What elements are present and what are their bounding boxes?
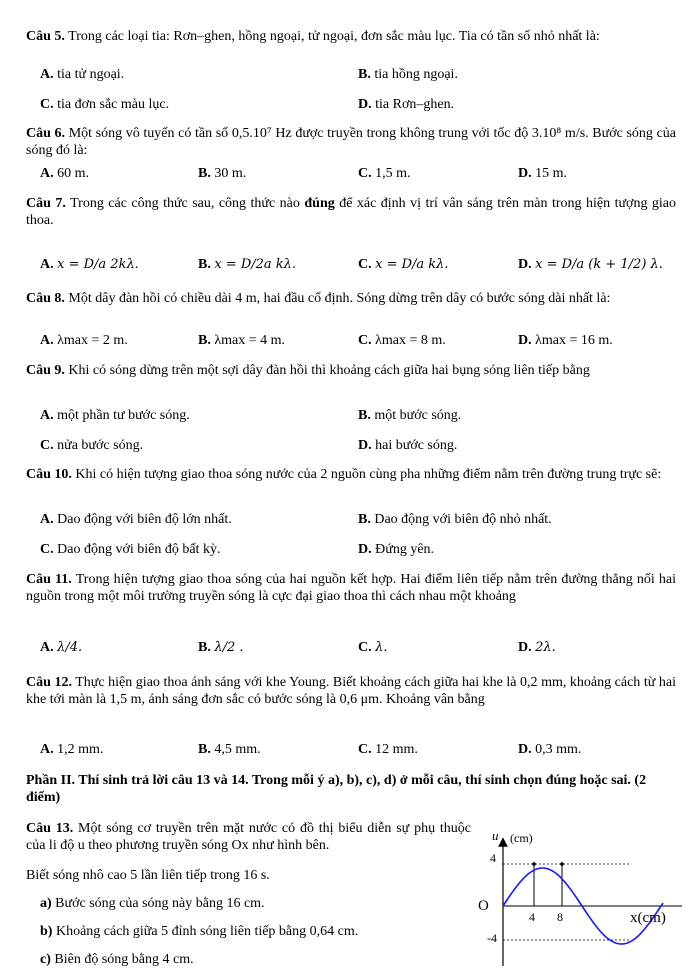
option-formula: λ/2 . <box>214 640 244 655</box>
option-formula: 2λ. <box>535 640 556 655</box>
q5-option-c[interactable] <box>40 97 169 113</box>
q6-option-d[interactable] <box>518 166 567 182</box>
option-formula: λ. <box>375 640 388 655</box>
option-text: Dao động với biên độ lớn nhất. <box>57 512 232 527</box>
q8-option-c[interactable] <box>358 333 446 349</box>
y-axis-unit: (cm) <box>510 831 533 845</box>
option-letter: D. <box>518 333 532 348</box>
option-text: 1,2 mm. <box>57 742 104 757</box>
question-text: Trong các loại tia: Rơn–ghen, hồng ngoại, tử ngoại, đơn sắc màu lục. Tia có tần số nhỏ nhất là: <box>68 29 600 44</box>
statement-text: Khoảng cách giữa 5 đỉnh sóng liên tiếp bằng 0,64 cm. <box>55 924 359 939</box>
q8-option-a[interactable] <box>40 333 128 349</box>
question-label: Câu 13. <box>26 821 74 836</box>
option-letter: B. <box>198 333 211 348</box>
q11-option-a[interactable] <box>40 640 82 656</box>
q10-option-d[interactable] <box>358 542 434 558</box>
question-label: Câu 12. <box>26 675 72 690</box>
q12-option-a[interactable] <box>40 742 103 758</box>
option-letter: B. <box>198 257 211 272</box>
option-formula: x = D/a 2kλ. <box>57 257 139 272</box>
option-text: 4,5 mm. <box>214 742 261 757</box>
q6-option-b[interactable] <box>198 166 246 182</box>
option-text: 60 m. <box>57 166 90 181</box>
option-letter: C. <box>358 640 372 655</box>
y-tick-negative: -4 <box>487 931 497 945</box>
q5-option-a[interactable] <box>40 67 124 83</box>
question-text: Thực hiện giao thoa ánh sáng với khe Young. Biết khoảng cách giữa hai khe là 0,2 mm, khoảng cách từ hai khe tới màn là 1,5 m, ánh sáng đơn sắc có bước sóng là 0,6 μm. Khoảng vân bằng <box>26 675 676 707</box>
option-text: tia đơn sắc màu lục. <box>57 97 170 112</box>
option-letter: A. <box>40 67 54 82</box>
question-label: Câu 7. <box>26 196 66 211</box>
option-letter: C. <box>358 166 372 181</box>
statement-text: Bước sóng của sóng này bằng 16 cm. <box>55 896 265 911</box>
statement-letter: b) <box>40 924 53 939</box>
question-13-info: Biết sóng nhô cao 5 lần liên tiếp trong 16 s. <box>26 868 270 883</box>
question-7 <box>26 195 676 229</box>
option-letter: D. <box>358 438 372 453</box>
question-text: Một sóng vô tuyến có tần số 0,5.10⁷ Hz được truyền trong không trung với tốc độ 3.10⁸ m/s. Bước sóng của sóng đó là: <box>26 126 676 158</box>
option-text: Đứng yên. <box>375 542 435 557</box>
option-letter: B. <box>358 67 371 82</box>
option-letter: C. <box>358 333 372 348</box>
q9-option-c[interactable] <box>40 438 143 454</box>
option-letter: D. <box>518 742 532 757</box>
question-10 <box>26 466 676 483</box>
option-letter: B. <box>198 742 211 757</box>
question-text: Khi có sóng dừng trên một sợi dây đàn hồi thì khoảng cách giữa hai bụng sóng liên tiếp bằng <box>68 363 590 378</box>
option-letter: D. <box>518 166 532 181</box>
q9-option-a[interactable] <box>40 408 190 424</box>
option-text: hai bước sóng. <box>375 438 458 453</box>
q7-option-a[interactable] <box>40 257 139 273</box>
point-x8 <box>560 862 564 866</box>
q13-statement-b[interactable] <box>40 924 358 940</box>
statement-text: Biên độ sóng bằng 4 cm. <box>54 952 194 967</box>
question-label: Câu 6. <box>26 126 66 141</box>
q11-option-b[interactable] <box>198 640 244 656</box>
q5-option-b[interactable] <box>358 67 458 83</box>
option-letter: C. <box>40 542 54 557</box>
question-text: để xác định vị trí vân sáng trên màn trong hiện tượng giao thoa. <box>26 196 677 228</box>
question-label: Câu 8. <box>26 291 65 306</box>
question-text: Trong các công thức sau, công thức nào <box>70 196 300 211</box>
section-heading: Phần II. Thí sinh trả lời câu 13 và 14. Trong mỗi ý a), b), c), d) ở mỗi câu, thí sinh chọn đúng hoặc sai. (2 điểm) <box>26 773 647 805</box>
question-text: Khi có hiện tượng giao thoa sóng nước của 2 nguồn cùng pha những điểm nằm trên đường trung trực sẽ: <box>75 467 662 482</box>
question-5 <box>26 28 676 45</box>
q13-statement-c[interactable] <box>40 952 194 968</box>
point-x4 <box>532 862 536 866</box>
option-text: λmax = 16 m. <box>535 333 613 348</box>
option-text: nửa bước sóng. <box>57 438 144 453</box>
x-axis-label: x(cm) <box>630 910 666 926</box>
q7-option-d[interactable] <box>518 257 663 273</box>
option-text: 0,3 mm. <box>535 742 582 757</box>
option-letter: A. <box>40 408 54 423</box>
q9-option-d[interactable] <box>358 438 457 454</box>
question-label: Câu 5. <box>26 29 65 44</box>
option-formula: λ/4. <box>57 640 83 655</box>
option-letter: A. <box>40 512 54 527</box>
q9-option-b[interactable] <box>358 408 461 424</box>
option-text: λmax = 4 m. <box>214 333 286 348</box>
q11-option-d[interactable] <box>518 640 556 656</box>
q6-option-a[interactable] <box>40 166 89 182</box>
option-letter: D. <box>358 542 372 557</box>
question-emphasis: đúng <box>304 196 335 211</box>
option-text: 15 m. <box>535 166 568 181</box>
option-letter: B. <box>358 408 371 423</box>
question-label: Câu 10. <box>26 467 72 482</box>
y-tick-positive: 4 <box>490 851 496 865</box>
statement-letter: a) <box>40 896 52 911</box>
question-8 <box>26 290 676 307</box>
option-text: 1,5 m. <box>375 166 411 181</box>
question-9 <box>26 362 676 379</box>
question-label: Câu 9. <box>26 363 65 378</box>
option-letter: B. <box>198 640 211 655</box>
option-letter: A. <box>40 257 54 272</box>
question-11 <box>26 571 676 605</box>
q11-option-c[interactable] <box>358 640 388 656</box>
option-text: một phần tư bước sóng. <box>57 408 190 423</box>
q13-statement-a[interactable] <box>40 896 265 912</box>
option-text: tia tử ngoại. <box>57 67 125 82</box>
q6-option-c[interactable] <box>358 166 411 182</box>
q12-option-c[interactable] <box>358 742 418 758</box>
option-text: Dao động với biên độ bất kỳ. <box>57 542 221 557</box>
option-letter: C. <box>40 97 54 112</box>
q10-option-a[interactable] <box>40 512 232 528</box>
option-text: tia hồng ngoại. <box>374 67 458 82</box>
q8-option-b[interactable] <box>198 333 285 349</box>
q10-option-b[interactable] <box>358 512 552 528</box>
option-letter: C. <box>40 438 54 453</box>
q12-option-b[interactable] <box>198 742 261 758</box>
wave-graph <box>470 828 690 968</box>
option-letter: B. <box>358 512 371 527</box>
q10-option-c[interactable] <box>40 542 220 558</box>
question-6 <box>26 125 676 159</box>
option-letter: B. <box>198 166 211 181</box>
question-12 <box>26 674 676 708</box>
option-letter: A. <box>40 333 54 348</box>
option-text: tia Rơn–ghen. <box>375 97 455 112</box>
q7-option-b[interactable] <box>198 257 296 273</box>
question-13 <box>26 820 471 854</box>
statement-letter: c) <box>40 952 51 967</box>
option-letter: D. <box>518 640 532 655</box>
option-text: Dao động với biên độ nhỏ nhất. <box>374 512 552 527</box>
question-label: Câu 11. <box>26 572 72 587</box>
option-text: 30 m. <box>214 166 247 181</box>
q7-option-c[interactable] <box>358 257 449 273</box>
option-letter: A. <box>40 640 54 655</box>
question-text: Trong hiện tượng giao thoa sóng của hai nguồn kết hợp. Hai điểm liên tiếp nằm trên đường thẳng nối hai nguồn trong một môi trường truyền sóng là cực đại giao thoa thì cách nhau một khoảng <box>26 572 677 604</box>
q12-option-d[interactable] <box>518 742 581 758</box>
option-text: λmax = 8 m. <box>375 333 446 348</box>
option-letter: D. <box>358 97 372 112</box>
option-text: một bước sóng. <box>374 408 462 423</box>
option-letter: C. <box>358 257 372 272</box>
option-formula: x = D/a kλ. <box>375 257 449 272</box>
option-text: 12 mm. <box>375 742 418 757</box>
question-text: Một sóng cơ truyền trên mặt nước có đồ thị biểu diễn sự phụ thuộc của li độ u theo phương truyền sóng Ox như hình bên. <box>26 821 471 853</box>
option-formula: x = D/a (k + 1/2) λ. <box>535 257 663 272</box>
q5-option-d[interactable] <box>358 97 454 113</box>
origin-label: O <box>478 898 489 914</box>
y-axis-label: u <box>492 828 499 843</box>
x-tick-4: 4 <box>529 910 535 924</box>
option-letter: A. <box>40 166 54 181</box>
option-formula: x = D/2a kλ. <box>214 257 297 272</box>
option-letter: D. <box>518 257 532 272</box>
option-text: λmax = 2 m. <box>57 333 128 348</box>
x-tick-8: 8 <box>557 910 563 924</box>
option-letter: C. <box>358 742 372 757</box>
question-text: Một dây đàn hồi có chiều dài 4 m, hai đầu cố định. Sóng dừng trên dây có bước sóng dài nhất là: <box>68 291 611 306</box>
q8-option-d[interactable] <box>518 333 613 349</box>
option-letter: A. <box>40 742 54 757</box>
